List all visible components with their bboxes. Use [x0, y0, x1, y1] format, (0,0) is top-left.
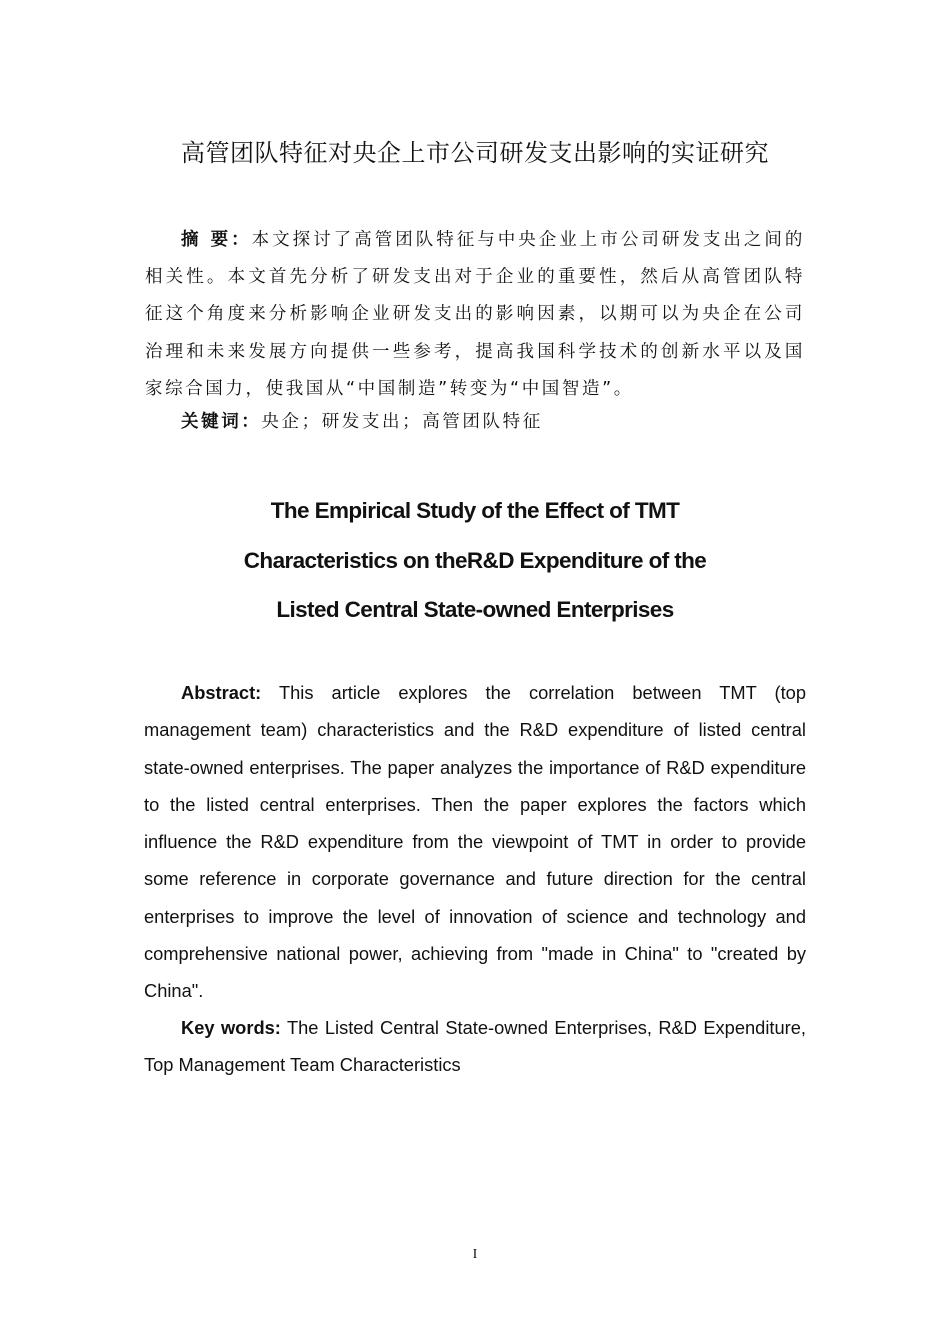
english-title-line: The Empirical Study of the Effect of TMT	[270, 498, 680, 523]
english-title-line: Characteristics on theR&D Expenditure of the	[243, 547, 707, 573]
chinese-keywords	[145, 404, 805, 441]
chinese-title: 高管团队特征对央企上市公司研发支出影响的实证研究	[181, 139, 769, 167]
english-keywords	[144, 1009, 806, 1084]
english-abstract-text: This article explores the correlation between TMT (top management team) characteristics and the R&D expenditure of listed central state-owned enterprises. The paper analyzes the importance of R&D expenditure to the listed central enterprises. Then the paper explores the factors which influence the R&D expenditure from the viewpoint of TMT in order to provide some reference in corporate governance and future direction for the central enterprises to improve the level of innovation of science and technology and comprehensive national power, achieving from "made in China" to "created by China".	[144, 682, 806, 1002]
chinese-abstract	[145, 222, 805, 408]
english-title-line: Listed Central State-owned Enterprises	[276, 597, 674, 622]
chinese-keywords-label: 关键词：	[181, 412, 262, 432]
english-abstract	[144, 674, 806, 1010]
chinese-keywords-text: 央企；研发支出；高管团队特征	[261, 412, 543, 432]
english-keywords-label: Key words:	[181, 1017, 281, 1038]
english-keywords-text: The Listed Central State-owned Enterprises, R&D Expenditure, Top Management Team Characteristics	[144, 1017, 806, 1076]
chinese-abstract-label: 摘 要：	[181, 230, 252, 250]
english-title	[0, 486, 950, 635]
english-abstract-label: Abstract:	[181, 682, 262, 703]
chinese-abstract-text: 本文探讨了高管团队特征与中央企业上市公司研发支出之间的相关性。本文首先分析了研发支出对于企业的重要性，然后从高管团队特征这个角度来分析影响企业研发支出的影响因素，以期可以为央企在公司治理和未来发展方向提供一些参考，提高我国科学技术的创新水平以及国家综合国力，使我国从“中国制造”转变为“中国智造”。	[145, 230, 805, 399]
page-number: I	[472, 1247, 478, 1262]
